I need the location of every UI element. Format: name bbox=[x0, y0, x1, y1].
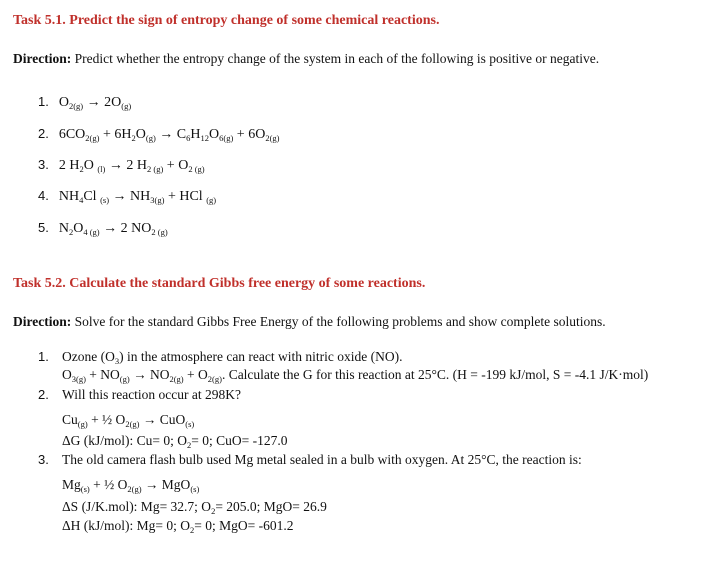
subscript: 3 bbox=[114, 356, 120, 366]
subscript: (g) bbox=[77, 419, 88, 429]
subscript: 12 bbox=[200, 133, 209, 143]
task-5-2-title: Task 5.2. Calculate the standard Gibbs free energy of some reactions. bbox=[13, 276, 426, 291]
question-3-number: 3. bbox=[38, 452, 49, 467]
question-2-data: ΔG (kJ/mol): Cu= 0; $O_2= 0$; CuO= -127.0 bbox=[62, 433, 288, 450]
item-number: 3. bbox=[38, 157, 49, 172]
question-1-line-2: $O_{3(g)} + NO_{(g)} \to NO_{2(g)} + O_{2(g)}$. Calculate the G for this reaction at 25°C. (H = -199 kJ/mol, S = -4.1 J/K·mol) bbox=[62, 367, 649, 384]
reaction-item-3 bbox=[38, 157, 205, 174]
task-5-2-direction bbox=[13, 314, 606, 330]
reaction-equation: 2 $H_2O$ $_{(l)}$ → 2 $H_{2 (g)} + O_{2 (g)}$ bbox=[58, 158, 205, 174]
reaction-item-4 bbox=[38, 188, 216, 205]
subscript: 2(g) bbox=[169, 374, 184, 384]
subscript: (l) bbox=[97, 164, 106, 174]
subscript: 4 (g) bbox=[83, 227, 100, 237]
subscript: 2 bbox=[131, 133, 136, 143]
question-2-text: Will this reaction occur at 298K? bbox=[62, 387, 242, 402]
subscript: 2 bbox=[190, 525, 195, 535]
subscript: (g) bbox=[145, 133, 156, 143]
subscript: 3(g) bbox=[150, 195, 165, 205]
question-1-number: 1. bbox=[38, 349, 49, 364]
subscript: 2(g) bbox=[68, 101, 84, 111]
subscript: (s) bbox=[185, 419, 195, 429]
subscript: (s) bbox=[190, 484, 200, 494]
subscript: 6(g) bbox=[219, 133, 234, 143]
subscript: (g) bbox=[121, 101, 132, 111]
subscript: 3(g) bbox=[71, 374, 86, 384]
subscript: (s) bbox=[100, 195, 110, 205]
reaction-equation: $N_2O_{4 (g)} \to 2$ $NO_{2 (g)}$ bbox=[58, 221, 168, 237]
reaction-equation: $O_{2(g)} \to 2O_{(g)}$ bbox=[58, 95, 132, 111]
subscript: (s) bbox=[80, 484, 90, 494]
direction-label: Direction: bbox=[13, 51, 72, 66]
subscript: 2 bbox=[68, 227, 74, 237]
subscript: 2 (g) bbox=[151, 227, 168, 237]
reaction-item-2 bbox=[38, 126, 279, 143]
subscript: 2 (g) bbox=[188, 164, 205, 174]
reaction-equation: $NH_4Cl$ $_{(s)} \to NH_{3(g)}$ + HCl $_{(g)}$ bbox=[58, 189, 217, 205]
subscript: 2(g) bbox=[207, 374, 222, 384]
question-3-data-enthalpy: ΔH (kJ/mol): Mg= 0; $O_2= 0$; MgO= -601.2 bbox=[62, 518, 294, 535]
subscript: 2 bbox=[211, 506, 216, 516]
question-3-data-entropy: ΔS (J/K.mol): Mg= 32.7; $O_2= 205.0$; MgO= 26.9 bbox=[62, 499, 327, 516]
subscript: 2 bbox=[187, 440, 192, 450]
direction-text: Solve for the standard Gibbs Free Energy of the following problems and show complete solutions. bbox=[71, 314, 606, 329]
question-2-number: 2. bbox=[38, 387, 49, 402]
subscript: 4 bbox=[79, 195, 84, 205]
item-number: 5. bbox=[38, 220, 49, 235]
direction-text: Predict whether the entropy change of the system in each of the following is positive or negative. bbox=[71, 51, 600, 66]
subscript: 2(g) bbox=[125, 419, 140, 429]
item-number: 1. bbox=[38, 94, 49, 109]
subscript: 6 bbox=[186, 133, 191, 143]
reaction-equation: $6CO_{2(g)} + 6H_2O_{(g)} \to C_6H_{12}O_{6(g)} + 6O_{2(g)}$ bbox=[58, 127, 280, 143]
item-number: 2. bbox=[38, 126, 49, 141]
question-3-equation: $Mg_{(s)}$ + ½ $O_{2(g)} \to MgO_{(s)}$ bbox=[62, 477, 200, 494]
reaction-item-1 bbox=[38, 94, 131, 111]
question-3-text: The old camera flash bulb used Mg metal sealed in a bulb with oxygen. At 25°C, the reaction is: bbox=[62, 452, 582, 467]
subscript: 2(g) bbox=[127, 484, 142, 494]
subscript: (g) bbox=[206, 195, 217, 205]
task-5-1-title: Task 5.1. Predict the sign of entropy change of some chemical reactions. bbox=[13, 13, 440, 28]
question-2-equation: $Cu_{(g)}$ + ½ $O_{2(g)} \to CuO_{(s)}$ bbox=[62, 412, 195, 429]
direction-label: Direction: bbox=[13, 314, 72, 329]
subscript: 2(g) bbox=[265, 133, 280, 143]
question-1-line-1: Ozone $(O_3)$ in the atmosphere can react with nitric oxide (NO). bbox=[62, 349, 403, 366]
subscript: 2 bbox=[79, 164, 84, 174]
reaction-item-5 bbox=[38, 220, 168, 237]
subscript: 2(g) bbox=[85, 133, 100, 143]
item-number: 4. bbox=[38, 188, 49, 203]
subscript: 2 (g) bbox=[147, 164, 164, 174]
subscript: (g) bbox=[119, 374, 130, 384]
task-5-1-direction bbox=[13, 51, 599, 67]
